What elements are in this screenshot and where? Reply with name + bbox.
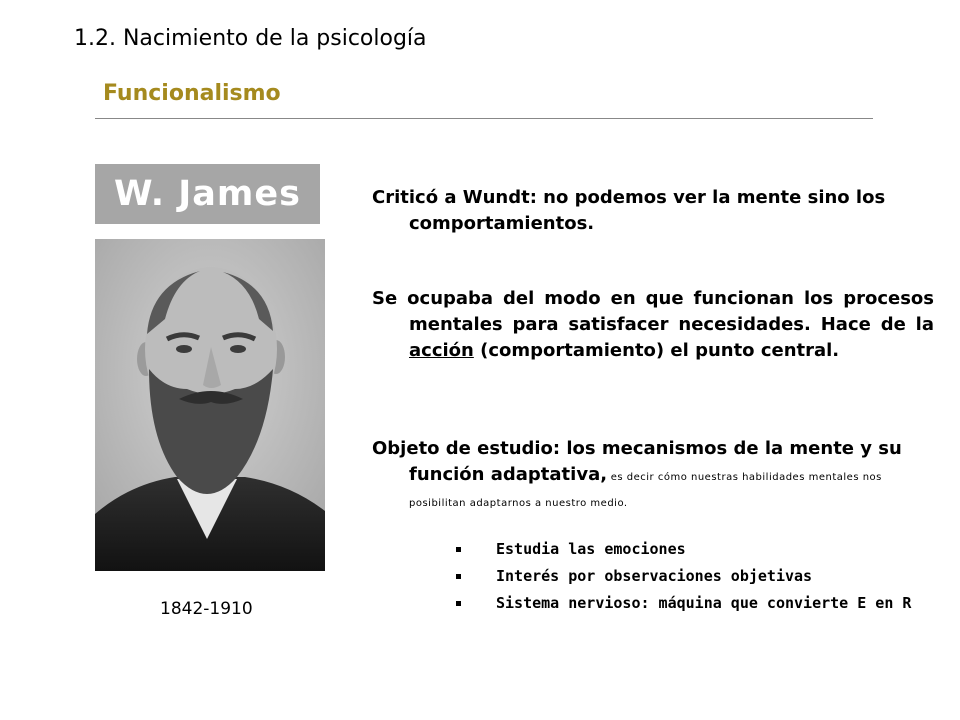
person-name: W. James bbox=[114, 174, 301, 214]
paragraph-function-text-end: (comportamiento) el punto central. bbox=[473, 340, 840, 361]
list-item-text: Sistema nervioso: máquina que convierte E en R bbox=[496, 594, 912, 612]
list-item bbox=[456, 592, 926, 615]
paragraph-criticism bbox=[372, 185, 934, 237]
list-item bbox=[456, 565, 926, 588]
paragraph-study-object-note: es decir cómo nuestras habilidades mentales nos posibilitan adaptarnos a nuestro medio. bbox=[409, 472, 882, 509]
life-years: 1842-1910 bbox=[160, 599, 253, 619]
title-divider bbox=[95, 118, 873, 119]
list-item-text: Estudia las emociones bbox=[496, 540, 686, 558]
paragraph-function bbox=[372, 286, 934, 364]
person-name-box bbox=[95, 164, 320, 224]
underlined-action-word: acción bbox=[409, 340, 474, 361]
list-item-text: Interés por observaciones objetivas bbox=[496, 567, 813, 585]
paragraph-function-text: Se ocupaba del modo en que funcionan los procesos mentales para satisfacer necesidades. Hace de la bbox=[372, 288, 934, 335]
paragraph-study-object bbox=[372, 436, 934, 514]
characteristics-list bbox=[456, 538, 926, 619]
section-title: Funcionalismo bbox=[103, 81, 281, 106]
square-bullet-icon bbox=[456, 547, 461, 552]
portrait-photo bbox=[95, 239, 325, 571]
page-header-title: 1.2. Nacimiento de la psicología bbox=[74, 26, 427, 51]
paragraph-criticism-text: Criticó a Wundt: no podemos ver la mente sino los comportamientos. bbox=[372, 187, 886, 234]
square-bullet-icon bbox=[456, 601, 461, 606]
list-item bbox=[456, 538, 926, 561]
square-bullet-icon bbox=[456, 574, 461, 579]
paragraph-study-object-text: Objeto de estudio: los mecanismos de la mente y su función adaptativa, bbox=[372, 438, 902, 485]
